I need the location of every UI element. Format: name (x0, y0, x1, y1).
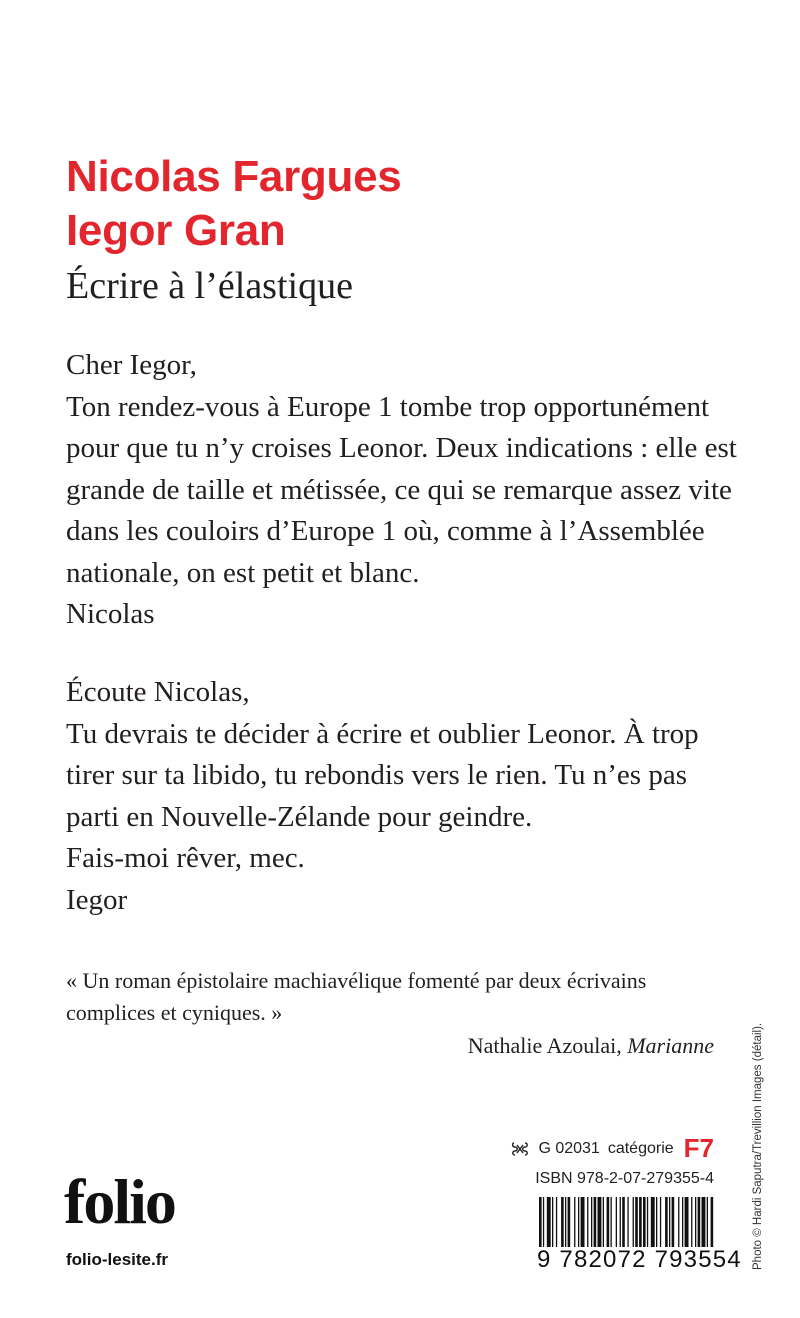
product-code-line (510, 1133, 714, 1164)
quote-source: Marianne (627, 1033, 714, 1058)
publisher-website: folio-lesite.fr (66, 1250, 169, 1269)
letter-line: Ton rendez-vous à Europe 1 tombe trop opportunément (66, 390, 710, 423)
photo-credit: Photo © Hardi Saputra/Trevillion Images (détail). (752, 1022, 764, 1270)
letter-line: pour que tu n’y croises Leonor. Deux indications : elle est (66, 432, 737, 464)
letter-line: Cher Iegor, (66, 349, 197, 381)
quote-line: complices et cyniques. » (66, 1000, 283, 1025)
letter-line: Fais-moi rêver, mec. (66, 842, 305, 874)
letter-line: dans les couloirs d’Europe 1 où, comme à l’Assemblée (66, 515, 705, 547)
folio-logo: folio (64, 1166, 175, 1237)
letter-line: nationale, on est petit et blanc. (66, 556, 420, 589)
letter-line: tirer sur ta libido, tu rebondis vers le rien. Tu n’es pas (66, 759, 687, 791)
author-name-2: Iegor Gran (66, 206, 286, 255)
author-name-1: Nicolas Fargues (66, 152, 402, 201)
book-title: Écrire à l’élastique (66, 265, 353, 307)
letter-nicolas (66, 345, 737, 636)
gallimard-monogram-icon (510, 1140, 530, 1158)
category-code: F7 (683, 1133, 714, 1163)
quote-attribution (468, 1030, 714, 1062)
letter-signature: Iegor (66, 883, 128, 916)
quote-author: Nathalie Azoulai, (467, 1033, 622, 1058)
letter-line: grande de taille et métissée, ce qui se remarque assez vite (66, 473, 732, 506)
letter-iegor (66, 672, 699, 921)
product-code: G 02031 (538, 1139, 600, 1157)
isbn: ISBN 978-2-07-279355-4 (535, 1170, 714, 1187)
letter-line: parti en Nouvelle-Zélande pour geindre. (66, 800, 533, 833)
letter-line: Tu devrais te décider à écrire et oublier Leonor. À trop (66, 717, 699, 750)
quote-line: « Un roman épistolaire machiavélique fomenté par deux écrivains (66, 968, 647, 993)
barcode-digits: 9 782072 793554 (537, 1246, 742, 1273)
category-label: catégorie (607, 1139, 674, 1157)
letter-line: Écoute Nicolas, (66, 676, 250, 708)
letter-signature: Nicolas (66, 598, 155, 630)
press-quote (66, 965, 726, 1029)
authors-block (66, 150, 401, 258)
